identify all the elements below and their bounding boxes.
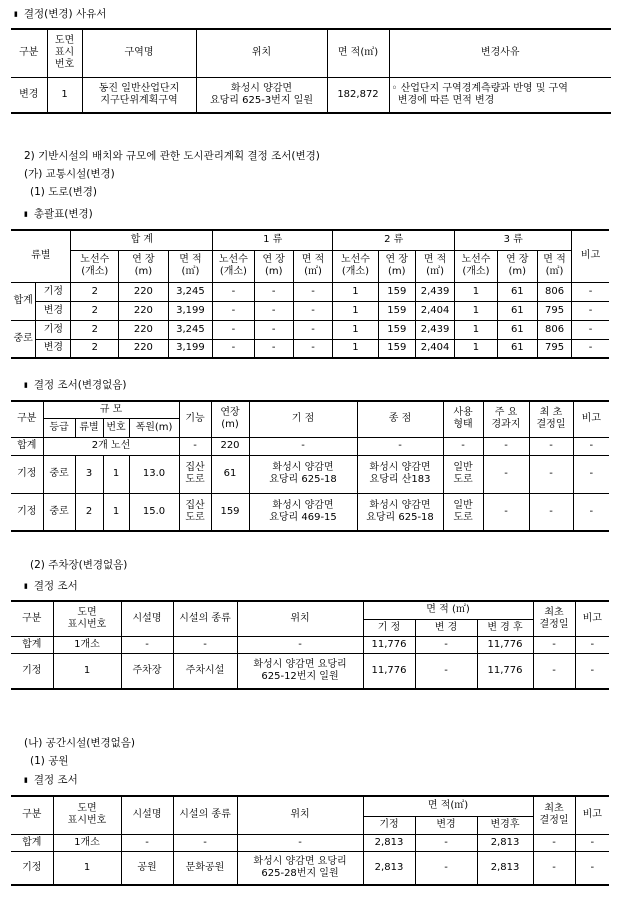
table-cell: 15.0 (129, 493, 179, 531)
row-group-label: 합계 (11, 282, 36, 320)
table-cell: 변경 (11, 77, 47, 113)
table-cell: - (237, 636, 363, 653)
table-row (11, 301, 609, 320)
col-subheader: 류별 (75, 418, 103, 437)
road-summary-table (11, 229, 609, 359)
section-heading-parking: ▮ 결정 조서 (24, 578, 78, 593)
table-cell: 1 (333, 282, 379, 301)
col-header: 비고 (572, 230, 609, 282)
table-cell: 1 (455, 320, 497, 339)
table-cell: - (575, 851, 609, 885)
table-cell: - (254, 320, 293, 339)
col-header: 구분 (11, 29, 47, 77)
table-cell: 기정 (11, 455, 43, 493)
col-subheader: 번호 (103, 418, 129, 437)
col-header: 도면 표시 번호 (47, 29, 82, 77)
table-cell: 화성시 양감면 요당리 산183 (357, 455, 443, 493)
table-cell: - (213, 282, 254, 301)
table-cell: - (173, 834, 237, 851)
table-cell: - (293, 301, 332, 320)
table-cell: 220 (211, 437, 249, 455)
reason-table (11, 28, 611, 114)
table-cell: - (293, 282, 332, 301)
table-cell: 화성시 양감면 요당리 625-12번지 일원 (237, 653, 363, 689)
table-cell: 2개 노선 (43, 437, 179, 455)
col-subheader: 면 적 (㎡) (537, 250, 571, 282)
table-cell: 1개소 (53, 834, 121, 851)
table-cell: - (572, 301, 609, 320)
table-cell: 61 (497, 282, 537, 301)
table-cell: 2,439 (415, 282, 454, 301)
col-subheader: 변경후 (477, 816, 533, 834)
section-heading-road: ▮ 결정 조서(변경없음) (24, 377, 127, 392)
table-cell: - (415, 636, 477, 653)
table-cell: 2,404 (415, 339, 454, 358)
col-subheader: 기정 (363, 816, 415, 834)
table-cell: 11,776 (363, 636, 415, 653)
table-cell: - (533, 653, 575, 689)
table-cell: - (254, 301, 293, 320)
table-cell: 2 (71, 301, 119, 320)
subsection-parking: (2) 주차장(변경없음) (30, 559, 128, 571)
table-cell: 1 (53, 851, 121, 885)
table-cell: - (573, 455, 609, 493)
table-cell: - (213, 339, 254, 358)
table-cell: 182,872 (327, 77, 389, 113)
table-cell: 기정 (11, 493, 43, 531)
table-cell: - (443, 437, 483, 455)
table-cell: 1 (333, 320, 379, 339)
col-header: 연장 (m) (211, 401, 249, 437)
col-subheader: 폭원(m) (129, 418, 179, 437)
table-cell: 2,813 (477, 851, 533, 885)
col-header: 비고 (575, 601, 609, 636)
table-cell: - (254, 282, 293, 301)
table-cell: 3,199 (168, 339, 213, 358)
table-cell: - (121, 834, 173, 851)
table-cell: - (415, 851, 477, 885)
col-header: 종 점 (357, 401, 443, 437)
table-cell: - (173, 636, 237, 653)
col-subheader: 변 경 (415, 619, 477, 636)
col-header: 주 요 경과지 (483, 401, 529, 437)
table-cell: 변경 (36, 339, 71, 358)
table-cell: 2,813 (363, 851, 415, 885)
table-cell: 2 (71, 282, 119, 301)
table-cell: - (357, 437, 443, 455)
col-header: 구분 (11, 796, 53, 834)
table-cell: 11,776 (477, 636, 533, 653)
col-subheader: 노선수 (개소) (455, 250, 497, 282)
col-subheader: 연 장 (m) (119, 250, 169, 282)
col-header: 비고 (573, 401, 609, 437)
table-cell: - (572, 282, 609, 301)
table-cell: 합계 (11, 834, 53, 851)
table-row (11, 320, 609, 339)
col-header: 면 적 (㎡) (363, 601, 533, 619)
table-cell: 61 (497, 339, 537, 358)
table-cell: - (249, 437, 357, 455)
col-header: 구역명 (82, 29, 196, 77)
table-cell: 2 (75, 493, 103, 531)
table-cell: 일반 도로 (443, 493, 483, 531)
table-cell: 1 (455, 282, 497, 301)
col-header: 시설명 (121, 601, 173, 636)
table-cell: 220 (119, 339, 169, 358)
table-cell: 화성시 양감면 요당리 625-3번지 일원 (196, 77, 327, 113)
table-cell: 집산 도로 (179, 493, 211, 531)
table-cell: - (415, 653, 477, 689)
table-cell: - (483, 493, 529, 531)
subsection-park: (1) 공원 (30, 755, 69, 767)
table-cell: 집산 도로 (179, 455, 211, 493)
table-cell: 220 (119, 301, 169, 320)
col-subheader: 노선수 (개소) (213, 250, 254, 282)
col-subheader: 연 장 (m) (378, 250, 415, 282)
table-cell: 1 (47, 77, 82, 113)
parking-table (11, 600, 609, 690)
table-cell: 합계 (11, 636, 53, 653)
section-title-infra: 2) 기반시설의 배치와 규모에 관한 도시관리계획 결정 조서(변경) (24, 150, 320, 162)
col-subheader: 노선수 (개소) (333, 250, 379, 282)
col-header: 합 계 (71, 230, 213, 250)
table-cell: 기정 (36, 320, 71, 339)
table-cell: 220 (119, 320, 169, 339)
col-subheader: 변경 (415, 816, 477, 834)
col-header: 기 점 (249, 401, 357, 437)
table-cell: 806 (537, 320, 571, 339)
col-subheader: 기 정 (363, 619, 415, 636)
table-cell: 화성시 양감면 요당리 469-15 (249, 493, 357, 531)
table-cell: 1 (333, 301, 379, 320)
table-cell: 159 (378, 282, 415, 301)
table-cell: 13.0 (129, 455, 179, 493)
col-header: 3 류 (455, 230, 572, 250)
subsection-road: (1) 도로(변경) (30, 186, 97, 198)
col-header: 시설의 종류 (173, 796, 237, 834)
total-row (11, 636, 609, 653)
table-cell: 3,245 (168, 282, 213, 301)
table-cell: - (575, 653, 609, 689)
col-header: 비고 (575, 796, 609, 834)
col-header: 도면 표시번호 (53, 601, 121, 636)
table-cell: 1 (53, 653, 121, 689)
table-cell: 11,776 (363, 653, 415, 689)
table-cell: 변경 (36, 301, 71, 320)
table-cell: 2,404 (415, 301, 454, 320)
total-row (11, 437, 609, 455)
col-subheader: 변 경 후 (477, 619, 533, 636)
table-cell: ◦ 산업단지 구역경계측량과 반영 및 구역 변경에 따른 면적 변경 (389, 77, 611, 113)
table-cell: 61 (497, 320, 537, 339)
section-heading-reason: ▮ 결정(변경) 사유서 (14, 6, 106, 21)
table-cell: 기정 (36, 282, 71, 301)
table-cell: 중로 (43, 493, 75, 531)
table-row (11, 493, 609, 531)
table-cell: 2 (71, 339, 119, 358)
table-cell: - (254, 339, 293, 358)
section-heading-summary: ▮ 총괄표(변경) (24, 206, 93, 221)
table-cell: 1 (455, 339, 497, 358)
table-cell: - (572, 320, 609, 339)
table-cell: - (575, 636, 609, 653)
table-cell: 문화공원 (173, 851, 237, 885)
table-cell: - (533, 636, 575, 653)
col-header: 2 류 (333, 230, 455, 250)
table-cell: 159 (378, 301, 415, 320)
table-row (11, 851, 609, 885)
table-cell: 1 (103, 455, 129, 493)
road-decision-table (11, 400, 609, 532)
table-cell: 795 (537, 339, 571, 358)
col-subheader: 연 장 (m) (497, 250, 537, 282)
table-cell: - (483, 437, 529, 455)
table-cell: - (483, 455, 529, 493)
table-cell: 61 (497, 301, 537, 320)
table-cell: - (213, 320, 254, 339)
table-cell: - (415, 834, 477, 851)
table-cell: - (237, 834, 363, 851)
table-row (11, 455, 609, 493)
table-cell: 공원 (121, 851, 173, 885)
table-cell: 795 (537, 301, 571, 320)
table-cell: 2 (71, 320, 119, 339)
table-cell: - (213, 301, 254, 320)
table-cell: 159 (378, 339, 415, 358)
col-header: 위치 (237, 796, 363, 834)
col-header: 위치 (237, 601, 363, 636)
col-header: 기능 (179, 401, 211, 437)
table-cell: 2,813 (477, 834, 533, 851)
table-cell: 화성시 양감면 요당리 625-28번지 일원 (237, 851, 363, 885)
table-cell: - (293, 320, 332, 339)
table-cell: 61 (211, 455, 249, 493)
table-cell: 2,813 (363, 834, 415, 851)
table-cell: - (573, 437, 609, 455)
col-subheader: 등급 (43, 418, 75, 437)
table-cell: - (533, 851, 575, 885)
col-header: 규 모 (43, 401, 179, 418)
table-cell: 동진 일반산업단지 지구단위계획구역 (82, 77, 196, 113)
table-cell: 일반 도로 (443, 455, 483, 493)
table-cell: - (529, 493, 573, 531)
col-header: 구분 (11, 601, 53, 636)
table-cell: 3,245 (168, 320, 213, 339)
col-header: 시설의 종류 (173, 601, 237, 636)
col-header: 최 초 결정일 (529, 401, 573, 437)
row-group-label: 중로 (11, 320, 36, 358)
table-cell: 3,199 (168, 301, 213, 320)
table-cell: - (529, 437, 573, 455)
table-cell: 1개소 (53, 636, 121, 653)
table-cell: - (573, 493, 609, 531)
col-header: 도면 표시번호 (53, 796, 121, 834)
table-cell: 1 (103, 493, 129, 531)
col-header: 면 적(㎡) (363, 796, 533, 816)
col-header: 사용 형태 (443, 401, 483, 437)
col-header: 최초 결정일 (533, 796, 575, 834)
table-cell: 220 (119, 282, 169, 301)
total-row (11, 834, 609, 851)
col-header: 최초 결정일 (533, 601, 575, 636)
col-subheader: 면 적 (㎡) (168, 250, 213, 282)
section-heading-park: ▮ 결정 조서 (24, 772, 78, 787)
table-cell: 1 (333, 339, 379, 358)
col-header: 면 적(㎡) (327, 29, 389, 77)
table-cell: - (529, 455, 573, 493)
col-header: 1 류 (213, 230, 333, 250)
table-cell: 806 (537, 282, 571, 301)
col-header: 시설명 (121, 796, 173, 834)
table-cell: 화성시 양감면 요당리 625-18 (249, 455, 357, 493)
subsection-traffic: (가) 교통시설(변경) (24, 168, 115, 180)
park-table (11, 795, 609, 886)
subsection-space: (나) 공간시설(변경없음) (24, 737, 136, 749)
col-subheader: 노선수 (개소) (71, 250, 119, 282)
col-subheader: 면 적 (㎡) (293, 250, 332, 282)
table-row (11, 282, 609, 301)
col-header: 변경사유 (389, 29, 611, 77)
table-cell: 합계 (11, 437, 43, 455)
table-row (11, 653, 609, 689)
table-cell: - (121, 636, 173, 653)
table-cell: 주차장 (121, 653, 173, 689)
table-cell: 주차시설 (173, 653, 237, 689)
col-subheader: 면 적 (㎡) (415, 250, 454, 282)
table-cell: 기정 (11, 653, 53, 689)
table-cell: 11,776 (477, 653, 533, 689)
col-header: 류별 (11, 230, 71, 282)
table-cell: - (293, 339, 332, 358)
col-subheader: 연 장 (m) (254, 250, 293, 282)
col-header: 구분 (11, 401, 43, 437)
table-cell: 1 (455, 301, 497, 320)
table-cell: 중로 (43, 455, 75, 493)
table-cell: 159 (378, 320, 415, 339)
table-cell: - (533, 834, 575, 851)
table-cell: 화성시 양감면 요당리 625-18 (357, 493, 443, 531)
table-cell: 2,439 (415, 320, 454, 339)
table-cell: 159 (211, 493, 249, 531)
table-cell: - (575, 834, 609, 851)
table-row (11, 339, 609, 358)
table-cell: - (179, 437, 211, 455)
col-header: 위치 (196, 29, 327, 77)
table-cell: - (572, 339, 609, 358)
table-cell: 기정 (11, 851, 53, 885)
table-cell: 3 (75, 455, 103, 493)
